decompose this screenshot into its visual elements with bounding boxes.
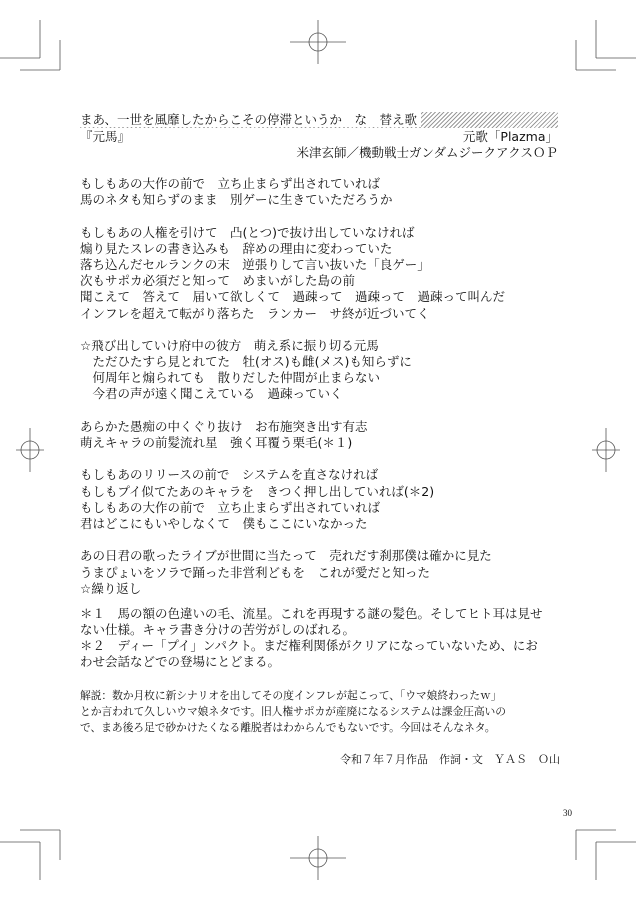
explanation — [80, 688, 565, 736]
lyric-line: あの日君の歌ったライブが世間に当たって 売れだす刹那僕は確かに見た — [80, 548, 492, 564]
footnote-line: ＊２ ディー「プイ」ンパクト。まだ権利関係がクリアになっていないため、にお — [80, 638, 538, 653]
lyric-line: 今君の声が遠く聞こえている 過疎っていく — [80, 386, 343, 402]
lyric-line: 煽り見たスレの書き込みも 辞めの理由に変わっていた — [80, 240, 393, 256]
explanation-line: とか言われて久しいウマ娘ネタです。旧人権サポカが産廃になるシステムは課金圧高いの — [80, 705, 506, 718]
lyric-line: ☆繰り返し — [80, 580, 142, 596]
original-song: 元歌「Plazma」 — [462, 129, 558, 144]
lyric-line: 馬のネタも知らずのまま 別ゲーに生きていただろうか — [80, 192, 393, 208]
lyric-line: 次もサポカ必須だと知って めまいがした島の前 — [80, 273, 356, 289]
page-title: まあ、一世を風靡したからこその停滞というか な 替え歌 — [80, 112, 558, 128]
lyric-line: ただひたすら見とれてた 牡(オス)も雌(メス)も知らずに — [80, 354, 412, 370]
lyric-line: 萌えキャラの前髪流れ星 強く耳覆う栗毛(＊１) — [80, 435, 353, 450]
explanation-line: 解説：数か月枚に新シナリオを出してその度インフレが起こって、「ウマ娘終わったｗ」 — [80, 689, 502, 702]
lyric-line: 何周年と煽られても 散りだした仲間が止まらない — [80, 370, 381, 386]
lyric-line: あらかた愚痴の中くぐり抜け お布施突き出す有志 — [80, 418, 368, 434]
lyric-line: もしもあの大作の前で 立ち止まらず出されていれば — [80, 499, 381, 515]
lyric-line: 君はどこにもいやしなくて 僕もここにいなかった — [80, 515, 368, 531]
lyric-line — [80, 451, 505, 467]
lyric-line: ☆飛び出していけ府中の彼方 萌え系に振り切る元馬 — [80, 337, 379, 353]
lyric-line: 落ち込んだセルランクの末 逆張りして言い抜いた「良ゲー」 — [80, 256, 430, 272]
footnote-line: わせ会話などでの登場にとどまる。 — [80, 654, 281, 669]
lyric-line: インフレを超えて転がり落ちた ランカー サ終が近づいてく — [80, 305, 430, 321]
lyric-line — [80, 208, 505, 224]
footnote-line: ＊１ 馬の額の色違いの毛、流星。これを再現する謎の髪色。そしてヒト耳は見せ — [80, 606, 543, 621]
original-artist: 米津玄師／機動戦士ガンダムジークアクスＯＰ — [296, 145, 558, 160]
page-number: 30 — [563, 808, 572, 818]
footnote-line: ない仕様。キャラ書き分けの苦労がしのばれる。 — [80, 622, 356, 637]
lyric-line: もしもプイ似てたあのキャラを きつく押し出していれば(＊2) — [80, 483, 435, 499]
lyric-line: 聞こえて 答えて 届いて欲しくて 過疎って 過疎って 過疎って叫んだ — [80, 289, 506, 305]
lyric-line: うまぴょいをソラで踊った非営利どもを これが愛だと知った — [80, 564, 431, 580]
lyric-line — [80, 403, 505, 419]
lyrics-block — [80, 176, 505, 597]
footnotes — [80, 606, 560, 670]
lyric-line: もしもあの大作の前で 立ち止まらず出されていれば — [80, 176, 381, 191]
lyric-line — [80, 532, 505, 548]
lyric-line: もしもあの人権を引けて 凸(とつ)で抜け出していなければ — [80, 224, 415, 240]
song-title: 『元馬』 — [80, 129, 131, 144]
explanation-line: で、まあ後ろ足で砂かけたくなる離脱者はわからんでもないです。今回はそんなネタ。 — [80, 721, 496, 734]
credit-line: 令和７年７月作品 作詞・文 ＹＡＳ Ｏ山 — [340, 753, 560, 766]
lyric-line: もしもあのリリースの前で システムを直さなければ — [80, 467, 379, 483]
lyric-line — [80, 322, 505, 338]
